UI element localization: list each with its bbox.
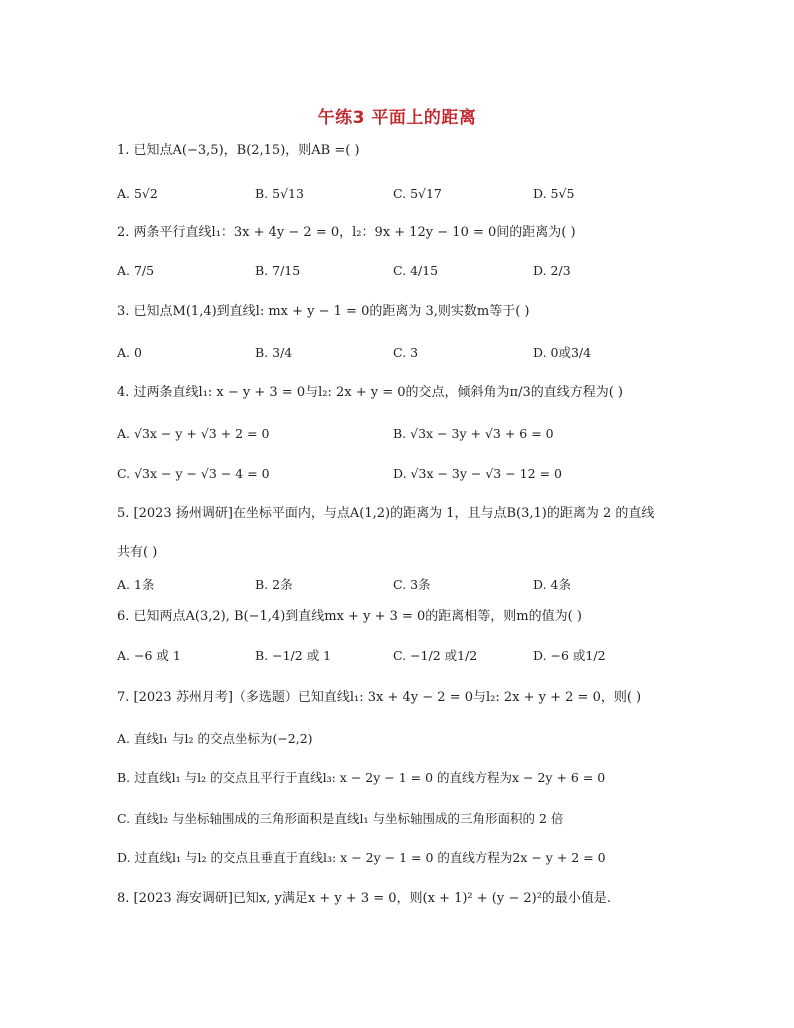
question-1-option-a: A. 5√2 [117, 186, 158, 201]
question-7-option-c: C. 直线l₂ 与坐标轴围成的三角形面积是直线l₁ 与坐标轴围成的三角形面积的 2 倍 [117, 811, 564, 826]
question-5-stem-continued: 共有( ) [117, 545, 158, 560]
question-6-option-a: A. −6 或 1 [117, 648, 181, 663]
question-4-option-a: A. √3x − y + √3 + 2 = 0 [117, 426, 270, 441]
question-6-stem: 6. 已知两点A(3,2), B(−1,4)到直线mx + y + 3 = 0的距离相等，则m的值为( ) [117, 609, 582, 624]
question-3-option-b: B. 3/4 [255, 345, 293, 360]
question-5-option-d: D. 4条 [533, 577, 571, 592]
question-3-option-c: C. 3 [393, 345, 419, 360]
question-4-option-b: B. √3x − 3y + √3 + 6 = 0 [393, 426, 554, 441]
question-2-option-b: B. 7/15 [255, 263, 301, 278]
question-4-option-c: C. √3x − y − √3 − 4 = 0 [117, 466, 270, 481]
question-4-stem: 4. 过两条直线l₁: x − y + 3 = 0与l₂: 2x + y = 0的交点，倾斜角为π/3的直线方程为( ) [117, 385, 623, 400]
question-5-option-c: C. 3条 [393, 577, 431, 592]
question-2-stem: 2. 两条平行直线l₁：3x + 4y − 2 = 0，l₂：9x + 12y − 10 = 0间的距离为( ) [117, 225, 576, 240]
question-7-option-a: A. 直线l₁ 与l₂ 的交点坐标为(−2,2) [117, 731, 313, 746]
question-1-option-d: D. 5√5 [533, 186, 575, 201]
question-5-stem: 5. [2023 扬州调研]在坐标平面内，与点A(1,2)的距离为 1，且与点B(3,1)的距离为 2 的直线 [117, 506, 655, 521]
question-1-option-c: C. 5√17 [393, 186, 442, 201]
question-5-option-b: B. 2条 [255, 577, 293, 592]
question-1-stem: 1. 已知点A(−3,5)，B(2,15)，则AB =( ) [117, 143, 360, 158]
question-6-option-b: B. −1/2 或 1 [255, 648, 332, 663]
question-7-stem: 7. [2023 苏州月考]（多选题）已知直线l₁: 3x + 4y − 2 = 0与l₂: 2x + y + 2 = 0，则( ) [117, 690, 642, 705]
page-title: 午练3 平面上的距离 [317, 108, 477, 128]
question-2-option-a: A. 7/5 [117, 263, 155, 278]
question-3-stem: 3. 已知点M(1,4)到直线l: mx + y − 1 = 0的距离为 3,则实数m等于( ) [117, 304, 530, 319]
question-3-option-a: A. 0 [117, 345, 142, 360]
question-2-option-c: C. 4/15 [393, 263, 439, 278]
question-6-option-d: D. −6 或1/2 [533, 648, 606, 663]
question-3-option-d: D. 0或3/4 [533, 345, 592, 360]
question-8-stem: 8. [2023 海安调研]已知x, y满足x + y + 3 = 0，则(x + 1)² + (y − 2)²的最小值是. [117, 891, 612, 906]
question-7-option-d: D. 过直线l₁ 与l₂ 的交点且垂直于直线l₃: x − 2y − 1 = 0 的直线方程为2x − y + 2 = 0 [117, 850, 606, 865]
question-5-option-a: A. 1条 [117, 577, 155, 592]
question-1-option-b: B. 5√13 [255, 186, 304, 201]
question-2-option-d: D. 2/3 [533, 263, 571, 278]
question-6-option-c: C. −1/2 或1/2 [393, 648, 478, 663]
question-4-option-d: D. √3x − 3y − √3 − 12 = 0 [393, 466, 562, 481]
question-7-option-b: B. 过直线l₁ 与l₂ 的交点且平行于直线l₃: x − 2y − 1 = 0 的直线方程为x − 2y + 6 = 0 [117, 770, 606, 785]
